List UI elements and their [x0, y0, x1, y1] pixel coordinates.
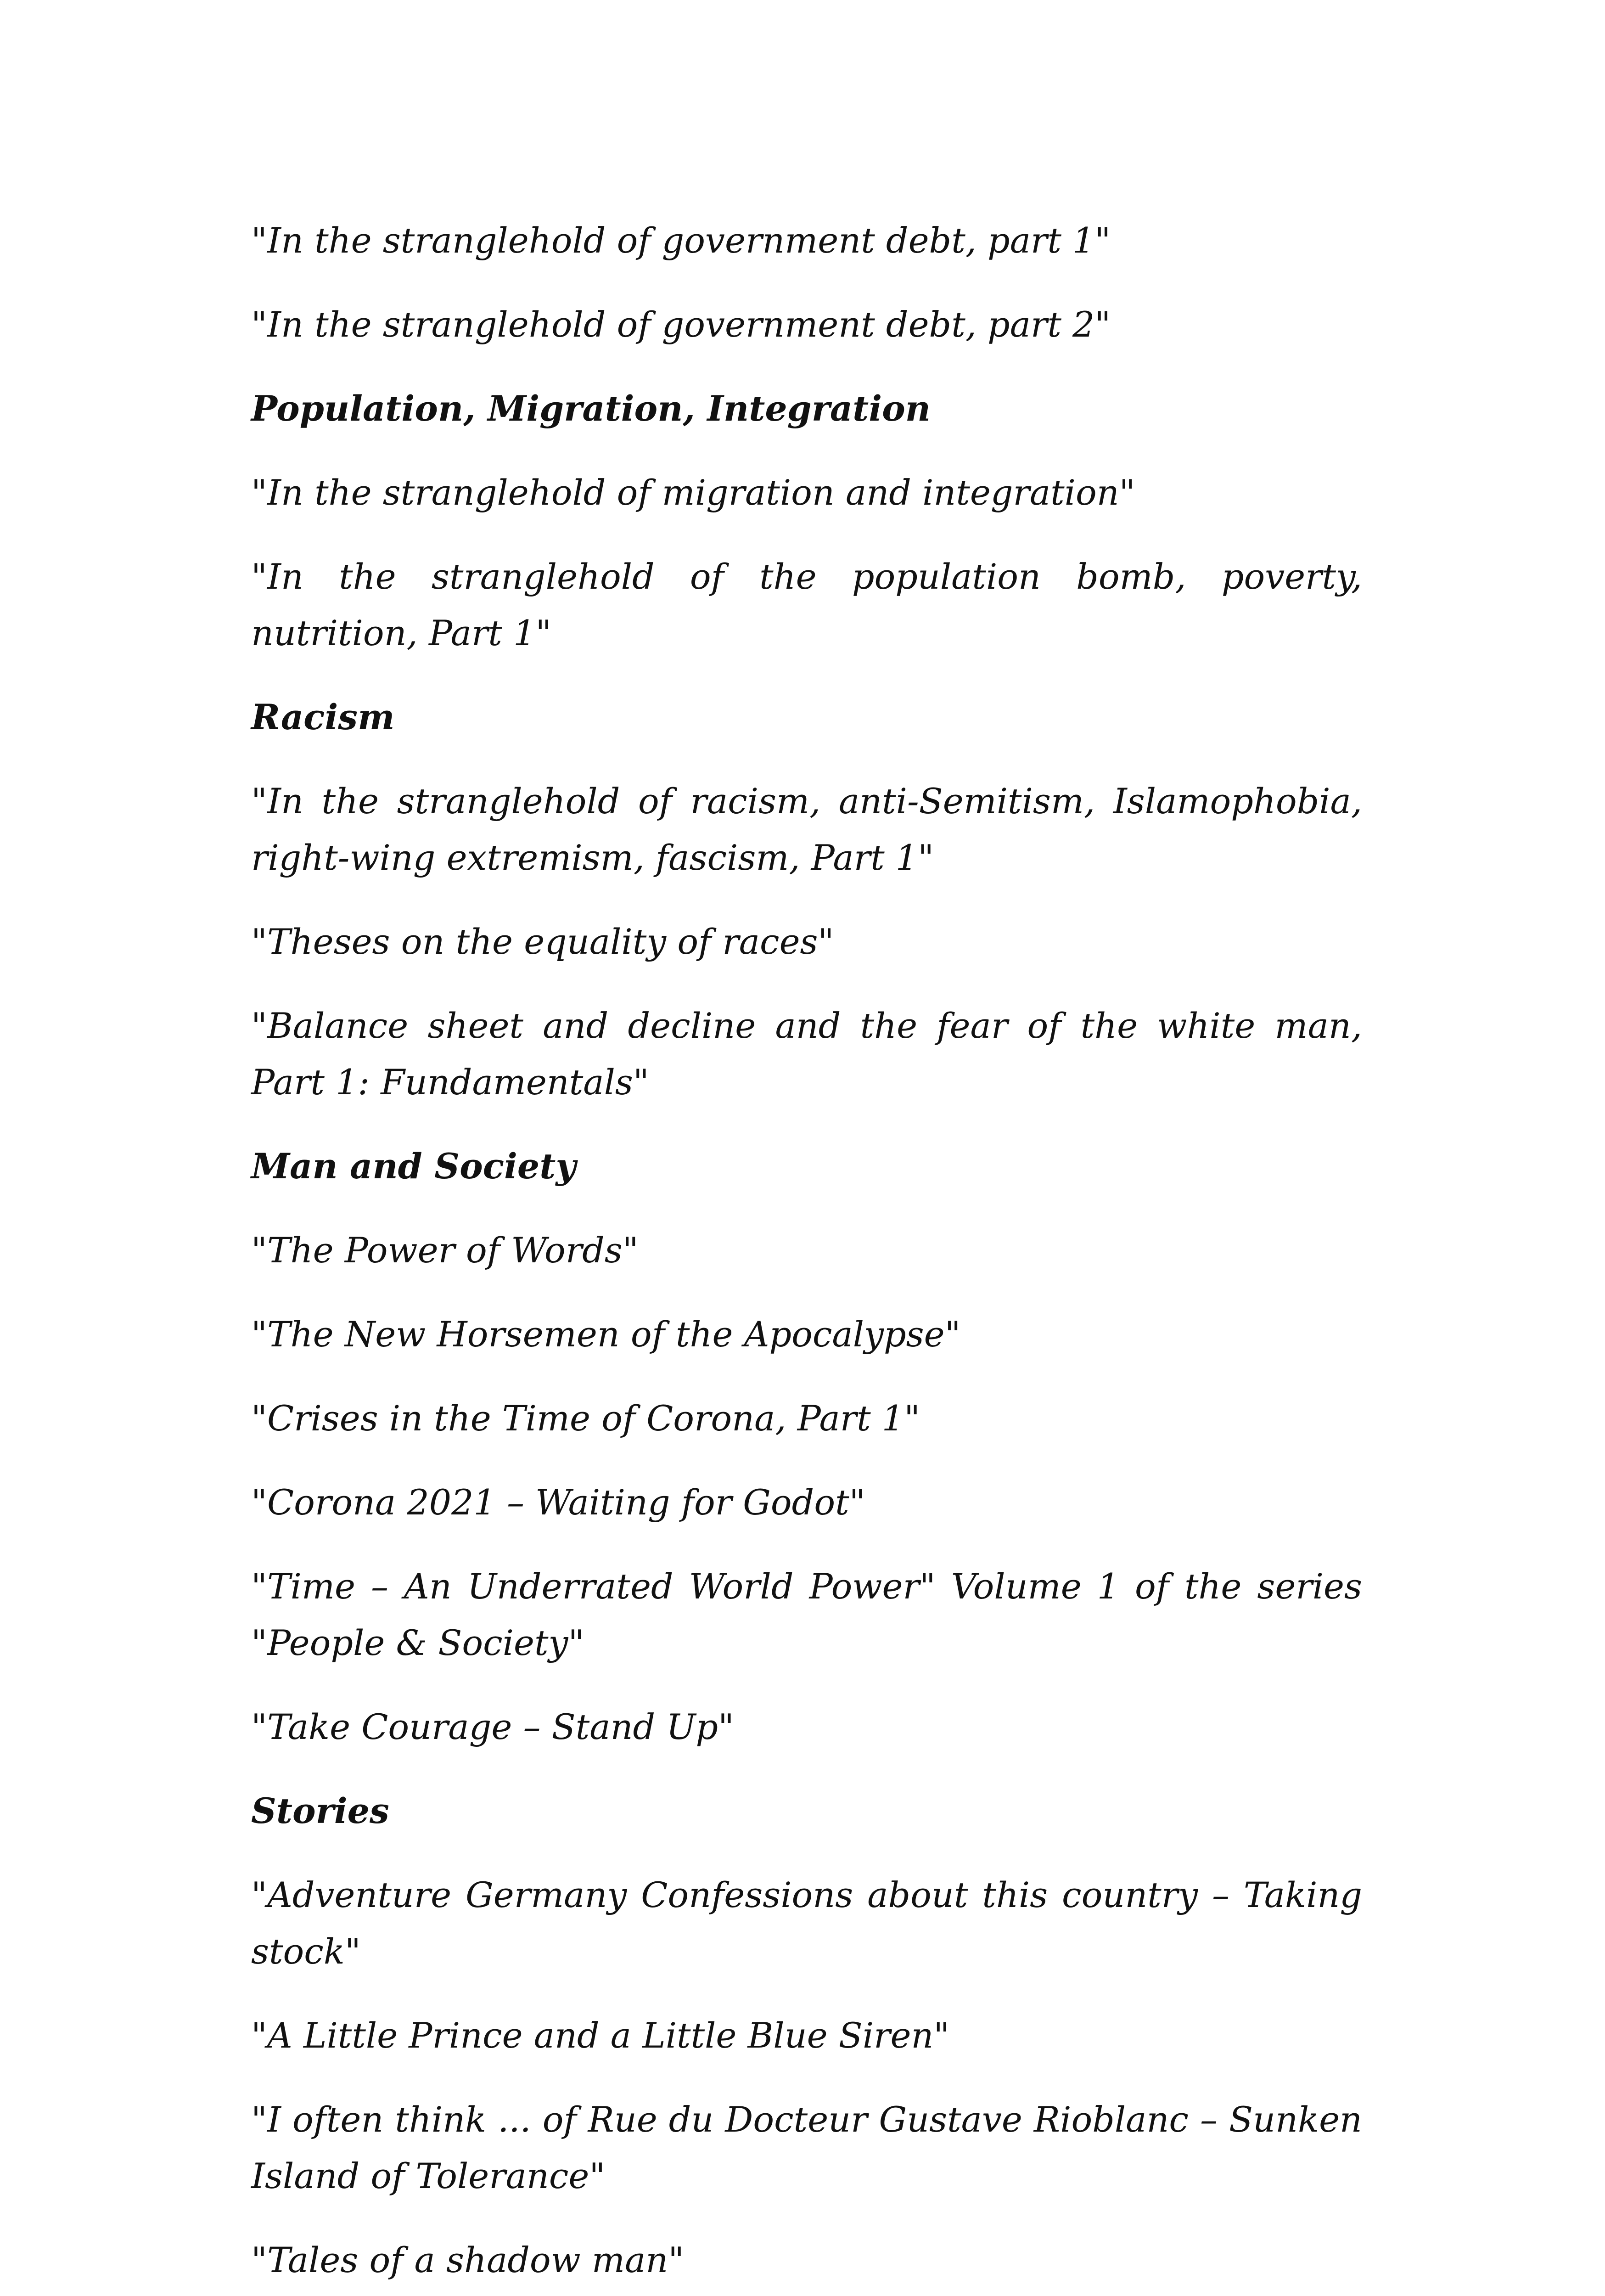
book-title: "Balance sheet and decline and the fear of the white man, Part 1: Fundamentals"	[251, 1005, 1362, 1103]
section-heading: Racism	[251, 697, 395, 737]
section-heading: Population, Migration, Integration	[251, 388, 931, 429]
book-title: "Crises in the Time of Corona, Part 1"	[251, 1398, 920, 1439]
book-title: "Adventure Germany Confessions about this country – Taking stock"	[251, 1874, 1362, 1972]
book-title: "Tales of a shadow man"	[251, 2240, 685, 2280]
book-title: "Take Courage – Stand Up"	[251, 1706, 735, 1747]
book-title: "In the stranglehold of the population bomb, poverty, nutrition, Part 1"	[251, 556, 1362, 653]
book-list	[251, 212, 1362, 2296]
book-title: "The New Horsemen of the Apocalypse"	[251, 1314, 961, 1355]
book-title: "In the stranglehold of government debt, part 1"	[251, 220, 1111, 261]
book-title: "Corona 2021 – Waiting for Godot"	[251, 1482, 865, 1523]
book-title: "I often think ... of Rue du Docteur Gustave Rioblanc – Sunken Island of Tolerance"	[251, 2099, 1362, 2196]
book-title: "The Power of Words"	[251, 1230, 639, 1271]
book-title: "Time – An Underrated World Power" Volume 1 of the series "People & Society"	[251, 1566, 1362, 1663]
book-title: "Theses on the equality of races"	[251, 921, 834, 962]
book-title: "In the stranglehold of racism, anti-Semitism, Islamophobia, right-wing extremism, fascism, Part 1"	[251, 781, 1362, 878]
book-title: "In the stranglehold of government debt, part 2"	[251, 304, 1111, 345]
section-heading: Man and Society	[251, 1146, 576, 1187]
book-title: "A Little Prince and a Little Blue Siren"	[251, 2015, 950, 2056]
book-title: "In the stranglehold of migration and integration"	[251, 472, 1135, 513]
section-heading: Stories	[251, 1790, 389, 1831]
